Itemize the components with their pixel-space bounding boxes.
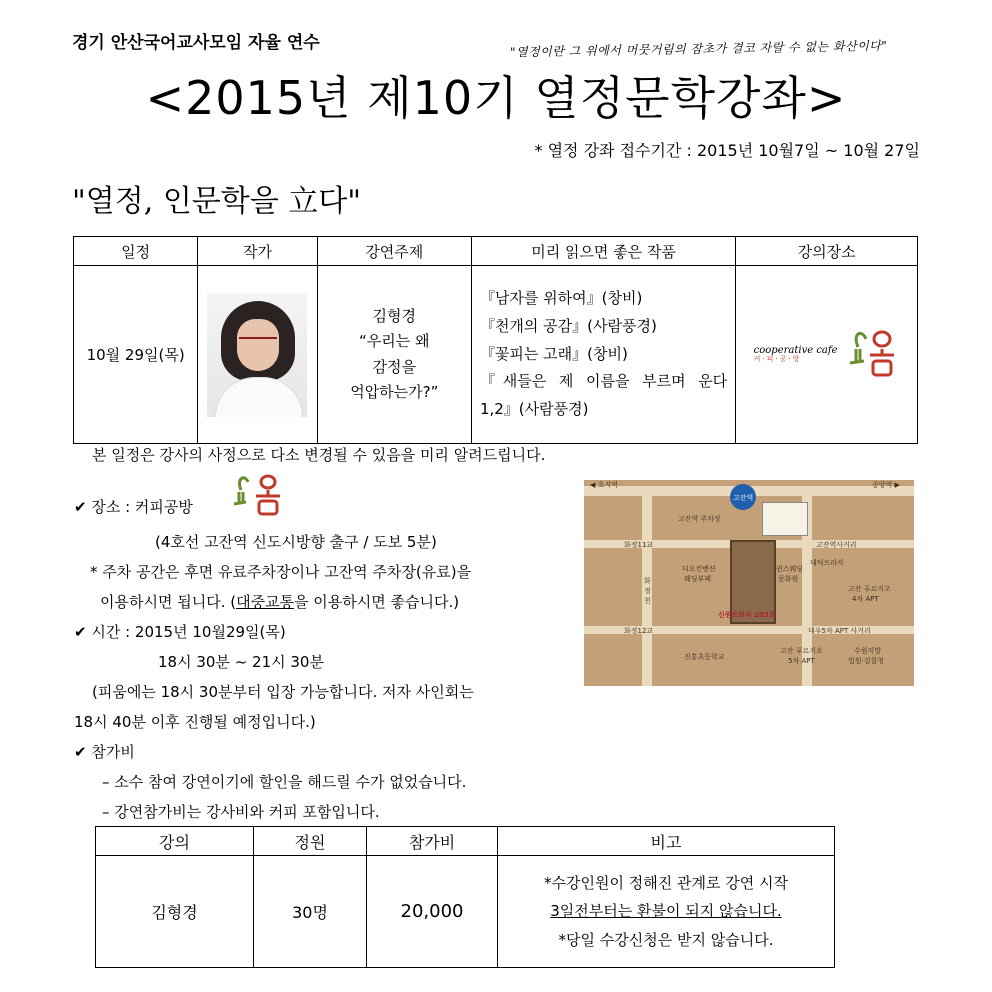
map-label: 고잔 푸르지오 <box>848 585 891 593</box>
schedule-notice: 본 일정은 강사의 사정으로 다소 변경될 수 있음을 미리 알려드립니다. <box>92 446 546 464</box>
map-label: 고잔역 주차장 <box>678 515 721 523</box>
book-item: 『남자를 위하여』(창비) <box>479 289 643 308</box>
map-label: 수원지방 <box>854 647 882 655</box>
map-label: 웨딩부페 <box>684 575 712 583</box>
capacity-cell: 30명 <box>254 856 367 968</box>
topic-cell <box>317 266 471 444</box>
registration-period: * 열정 강좌 접수기간 : 2015년 10월7일 ~ 10월 27일 <box>534 141 920 160</box>
topic-line: “우리는 왜 <box>359 332 430 350</box>
check-icon: ✔ <box>74 498 87 516</box>
books-cell <box>471 266 735 444</box>
header-venue: 강의장소 <box>736 237 918 266</box>
check-icon: ✔ <box>74 743 87 761</box>
time-label: 시간 : 2015년 10월29일(목) <box>91 623 286 641</box>
map-label: 신원프라자 203호 <box>718 611 776 619</box>
header-fee: 참가비 <box>367 827 498 856</box>
place-direction: (4호선 고잔역 신도시방향 출구 / 도보 5분) <box>155 533 437 551</box>
book-item: 『새들은 제 이름을 부르며 운다 <box>479 372 728 391</box>
map-label: 퀸스웨딩 <box>776 565 804 573</box>
schedule-row <box>74 266 918 444</box>
organizer-label: 경기 안산국어교사모임 자율 연수 <box>72 33 320 53</box>
map-label: 고잔역 <box>733 494 754 502</box>
parking-text-c: 을 이용하시면 좋습니다.) <box>294 593 460 611</box>
map-label: 법원·검찰청 <box>848 657 885 665</box>
date-cell: 10월 29일(목) <box>74 266 198 444</box>
book-item: 1,2』(사람풍경) <box>479 400 589 419</box>
subtitle: "열정, 인문학을 立다" <box>72 184 362 219</box>
check-icon: ✔ <box>74 623 87 641</box>
place-label: 장소 : 커피공방 <box>91 498 193 516</box>
map-label: 정 <box>644 587 651 595</box>
refund-policy: 3일전부터는 환불이 되지 않습니다. <box>550 902 782 921</box>
map-label: 화정12교 <box>624 627 654 635</box>
book-item: 『꽃피는 고래』(창비) <box>479 344 628 363</box>
map-label: 중앙역 ▶ <box>872 481 900 489</box>
author-photo-cell <box>198 266 317 444</box>
parking-transit: 대중교통 <box>236 593 295 611</box>
fee-line-2: – 강연참가비는 강사비와 커피 포함입니다. <box>102 803 380 821</box>
schedule-header-row <box>74 237 918 266</box>
author-photo <box>207 293 307 417</box>
parking-text-a: 이용하시면 됩니다. ( <box>100 593 237 611</box>
fee-row <box>74 741 135 762</box>
cafe-logo-text: cooperative cafe <box>753 345 838 357</box>
header-note: 비고 <box>498 827 835 856</box>
time-note-1: (피움에는 18시 30분부터 입장 가능합니다. 저자 사인회는 <box>92 683 474 701</box>
schedule-table <box>73 236 918 444</box>
cafe-logo <box>737 325 916 385</box>
fee-header-row <box>96 827 835 856</box>
map-label: 천 <box>644 597 651 605</box>
note-line <box>499 897 833 926</box>
map-label: 고잔역사거리 <box>816 541 857 549</box>
map-label: 화 <box>644 577 651 585</box>
header-topic: 강연주제 <box>317 237 471 266</box>
map-label: 4차 APT <box>852 595 879 603</box>
parking-line-2 <box>100 591 459 612</box>
topic-line: 감정을 <box>372 357 417 376</box>
topic-line: 김형경 <box>372 306 417 325</box>
map-label: 진흥초등학교 <box>684 653 725 661</box>
header-author: 작가 <box>198 237 317 266</box>
fee-cell: 20,000 <box>367 856 498 968</box>
place-row <box>74 496 193 517</box>
motto-text: "열정이란 그 위에서 머뭇거림의 잠초가 결코 자랄 수 없는 화산이다" <box>509 38 888 60</box>
fee-row <box>96 856 835 968</box>
map-label: ◀ 초지역 <box>590 481 618 489</box>
time-note-2: 18시 40분 이후 진행될 예정입니다.) <box>74 713 316 731</box>
cafe-logo-icon <box>842 325 900 385</box>
book-item: 『천개의 공감』(사람풍경) <box>479 316 657 335</box>
map-label: 디오컨벤션 <box>682 565 716 573</box>
topic-line: 억압하는가?” <box>350 383 439 401</box>
parking-line-1: * 주차 공간은 후면 유료주차장이나 고잔역 주차장(유료)을 <box>90 563 472 581</box>
map-label: 5차 APT <box>788 657 815 665</box>
header-capacity: 정원 <box>254 827 367 856</box>
note-cell <box>498 856 835 968</box>
cafe-logo-subtext: 커·피·공·방 <box>753 355 802 364</box>
cafe-small-logo-icon <box>228 470 288 520</box>
map-label: 대우5차 APT 사거리 <box>808 627 871 635</box>
fee-line-1: – 소수 참여 강연이기에 할인을 해드릴 수가 없었습니다. <box>102 773 467 791</box>
fee-table <box>95 826 835 968</box>
map-label: 화정11교 <box>624 541 654 549</box>
time-range: 18시 30분 ~ 21시 30분 <box>158 653 324 671</box>
time-row <box>74 621 286 642</box>
header-books: 미리 읽으면 좋은 작품 <box>471 237 735 266</box>
header-lecture: 강의 <box>96 827 254 856</box>
note-line: *수강인원이 정해진 관계로 강연 시작 <box>544 873 788 892</box>
venue-cell <box>736 266 918 444</box>
fee-label: 참가비 <box>91 743 135 761</box>
header-date: 일정 <box>74 237 198 266</box>
location-map <box>584 480 914 686</box>
note-line: *당일 수강신청은 받지 않습니다. <box>558 930 774 949</box>
lecture-cell: 김형경 <box>96 856 254 968</box>
map-label: 문화원 <box>778 575 799 583</box>
map-label: 고잔 푸르지오 <box>780 647 823 655</box>
map-label: 대덕프라자 <box>810 559 844 567</box>
page-title: <2015년 제10기 열정문학강좌> <box>145 71 847 125</box>
